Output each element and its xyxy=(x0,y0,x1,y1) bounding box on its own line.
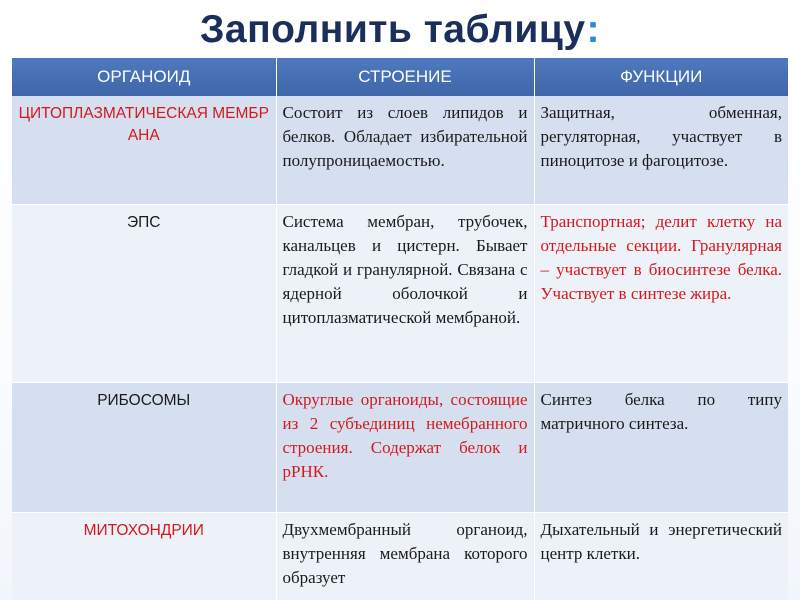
table-header-row xyxy=(12,58,788,96)
table-row xyxy=(12,204,788,382)
functions-cell: Защитная, обменная, регуляторная, участвует в пиноцитозе и фагоцитозе. xyxy=(534,96,788,204)
title-colon: : xyxy=(586,8,601,51)
header-functions: ФУНКЦИИ xyxy=(534,58,788,96)
structure-cell: Система мембран, трубочек, канальцев и цистерн. Бывает гладкой и гранулярной. Связана с ядерной оболочкой и цитоплазматической мембраной. xyxy=(276,204,534,382)
organoid-cell: МИТОХОНДРИИ xyxy=(12,512,276,600)
organoid-table xyxy=(12,58,788,600)
page-title xyxy=(0,8,800,52)
table-row xyxy=(12,512,788,600)
functions-cell: Синтез белка по типу матричного синтеза. xyxy=(534,382,788,512)
organoid-cell: ЭПС xyxy=(12,204,276,382)
structure-cell: Состоит из слоев липидов и белков. Обладает избирательной полупроницаемостью. xyxy=(276,96,534,204)
table-row xyxy=(12,382,788,512)
table-row xyxy=(12,96,788,204)
header-structure: СТРОЕНИЕ xyxy=(276,58,534,96)
structure-cell: Округлые органоиды, состоящие из 2 субъединиц немебранного строения. Содержат белок и рРНК. xyxy=(276,382,534,512)
title-text: Заполнить таблицу xyxy=(199,8,586,51)
functions-cell: Транспортная; делит клетку на отдельные секции. Гранулярная – участвует в биосинтезе белка. Участвует в синтезе жира. xyxy=(534,204,788,382)
header-organoid: ОРГАНОИД xyxy=(12,58,276,96)
structure-cell: Двухмембранный органоид, внутренняя мембрана которого образует xyxy=(276,512,534,600)
organoid-cell: РИБОСОМЫ xyxy=(12,382,276,512)
organoid-cell: ЦИТОПЛАЗМАТИЧЕСКАЯ МЕМБРАНА xyxy=(12,96,276,204)
functions-cell: Дыхательный и энергетический центр клетки. xyxy=(534,512,788,600)
